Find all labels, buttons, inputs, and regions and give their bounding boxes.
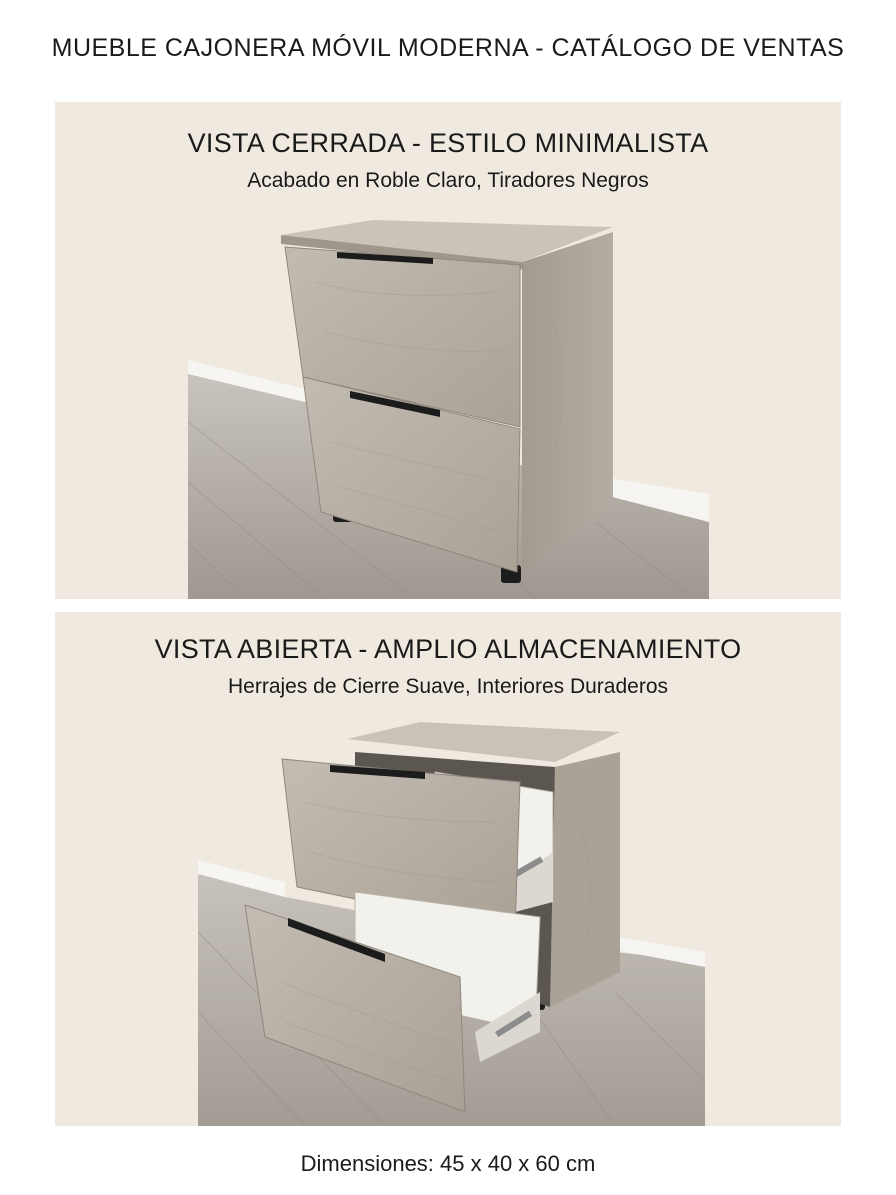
closed-view-subtitle: Acabado en Roble Claro, Tiradores Negros (247, 169, 649, 192)
dimensions-label: Dimensiones: 45 x 40 x 60 cm (300, 1151, 596, 1176)
open-view-panel (55, 612, 841, 1126)
closed-view-title: VISTA CERRADA - ESTILO MINIMALISTA (187, 128, 709, 158)
open-view-subtitle: Herrajes de Cierre Suave, Interiores Duraderos (227, 675, 669, 698)
page-title: MUEBLE CAJONERA MÓVIL MODERNA - CATÁLOGO DE VENTAS (51, 34, 845, 62)
closed-cabinet-photo (55, 102, 841, 599)
closed-view-panel (55, 102, 841, 599)
open-cabinet-photo (55, 612, 841, 1126)
open-view-title: VISTA ABIERTA - AMPLIO ALMACENAMIENTO (154, 634, 742, 664)
